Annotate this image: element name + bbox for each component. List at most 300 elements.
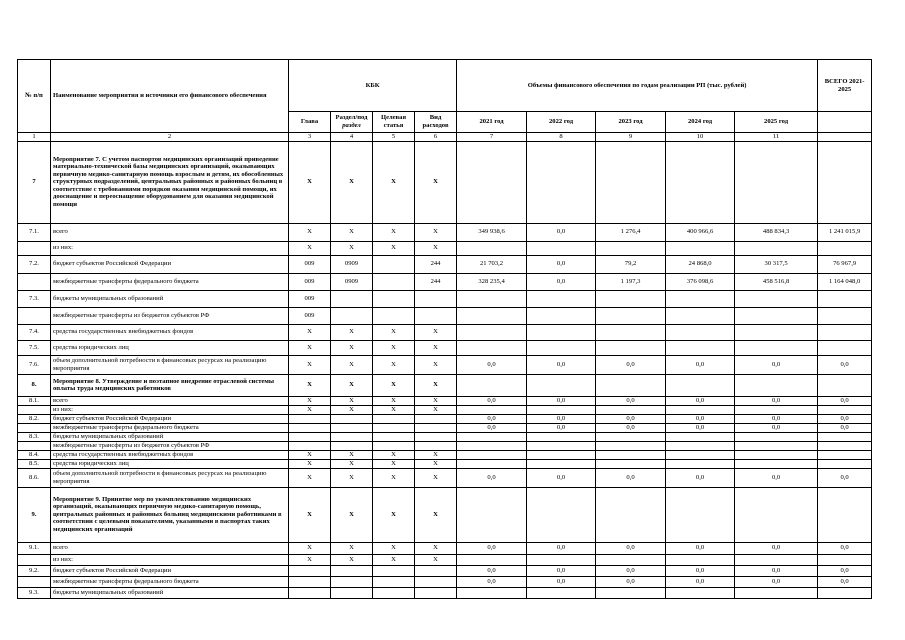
table-row xyxy=(18,450,872,459)
header-vid-a: Вид xyxy=(429,114,442,122)
table-row xyxy=(18,487,872,542)
year-value xyxy=(735,307,818,324)
year-value: 0,0 xyxy=(666,414,735,423)
year-value: 0,0 xyxy=(527,414,596,423)
total-value: 0,0 xyxy=(818,355,872,374)
kbk-vid xyxy=(415,576,457,587)
header-total: ВСЕГО 2021-2025 xyxy=(818,60,872,112)
row-number: 7.1. xyxy=(18,223,51,241)
total-value xyxy=(818,587,872,598)
kbk-glava: X xyxy=(289,324,331,340)
row-number: 9.1. xyxy=(18,542,51,554)
kbk-vid: X xyxy=(415,241,457,255)
kbk-glava xyxy=(289,576,331,587)
table-row xyxy=(18,307,872,324)
kbk-vid: X xyxy=(415,459,457,468)
table-row xyxy=(18,340,872,355)
year-value: 0,0 xyxy=(735,468,818,487)
year-value: 0,0 xyxy=(527,565,596,576)
kbk-razdel xyxy=(331,565,373,576)
year-value xyxy=(527,340,596,355)
row-name: средства юридических лиц xyxy=(51,459,289,468)
row-number: 9.3. xyxy=(18,587,51,598)
year-value xyxy=(666,141,735,223)
total-value xyxy=(818,307,872,324)
year-value: 0,0 xyxy=(735,423,818,432)
row-name: межбюджетные трансферты из бюджетов субъектов РФ xyxy=(51,307,289,324)
year-value xyxy=(527,441,596,450)
header-kbk: КБК xyxy=(289,60,457,112)
total-value: 0,0 xyxy=(818,468,872,487)
year-value xyxy=(666,554,735,565)
year-value: 400 966,6 xyxy=(666,223,735,241)
row-number xyxy=(18,576,51,587)
year-value xyxy=(735,450,818,459)
kbk-vid: X xyxy=(415,468,457,487)
kbk-glava: X xyxy=(289,374,331,396)
total-value xyxy=(818,290,872,307)
kbk-glava xyxy=(289,414,331,423)
row-number: 8.6. xyxy=(18,468,51,487)
kbk-glava: X xyxy=(289,405,331,414)
year-value: 0,0 xyxy=(666,396,735,405)
kbk-vid: X xyxy=(415,340,457,355)
year-value: 349 938,6 xyxy=(457,223,527,241)
total-value xyxy=(818,459,872,468)
kbk-razdel: X xyxy=(331,355,373,374)
row-name: межбюджетные трансферты федерального бюджета xyxy=(51,273,289,290)
kbk-razdel: X xyxy=(331,468,373,487)
year-value xyxy=(457,441,527,450)
year-value: 0,0 xyxy=(527,223,596,241)
row-number: 7.4. xyxy=(18,324,51,340)
kbk-glava: 009 xyxy=(289,255,331,273)
row-name: всего xyxy=(51,396,289,405)
year-value xyxy=(666,587,735,598)
year-value: 30 317,5 xyxy=(735,255,818,273)
kbk-glava: 009 xyxy=(289,273,331,290)
col-number: 8 xyxy=(527,133,596,142)
year-value: 328 235,4 xyxy=(457,273,527,290)
kbk-vid: X xyxy=(415,355,457,374)
total-value xyxy=(818,554,872,565)
row-number xyxy=(18,441,51,450)
row-name: объем дополнительной потребности в финансовых ресурсах на реализацию мероприятия xyxy=(51,468,289,487)
table-row xyxy=(18,542,872,554)
year-value xyxy=(596,441,666,450)
row-name: бюджеты муниципальных образований xyxy=(51,587,289,598)
year-value xyxy=(457,487,527,542)
year-value: 0,0 xyxy=(596,565,666,576)
kbk-glava: X xyxy=(289,355,331,374)
kbk-celevaya xyxy=(373,273,415,290)
kbk-celevaya: X xyxy=(373,487,415,542)
total-value xyxy=(818,405,872,414)
table-row xyxy=(18,241,872,255)
year-value xyxy=(735,587,818,598)
table-row xyxy=(18,396,872,405)
col-number: 6 xyxy=(415,133,457,142)
year-value: 0,0 xyxy=(596,576,666,587)
total-value: 0,0 xyxy=(818,414,872,423)
year-value: 0,0 xyxy=(457,396,527,405)
year-value xyxy=(457,340,527,355)
table-row xyxy=(18,468,872,487)
table-row xyxy=(18,554,872,565)
year-value: 0,0 xyxy=(666,355,735,374)
year-value: 0,0 xyxy=(527,468,596,487)
row-number xyxy=(18,307,51,324)
total-value xyxy=(818,340,872,355)
year-value xyxy=(527,587,596,598)
kbk-vid: 244 xyxy=(415,255,457,273)
header-cel-b: статья xyxy=(383,122,404,129)
year-value: 0,0 xyxy=(527,542,596,554)
year-value xyxy=(596,432,666,441)
kbk-vid: X xyxy=(415,554,457,565)
year-value: 0,0 xyxy=(527,273,596,290)
year-value xyxy=(527,324,596,340)
table-row xyxy=(18,273,872,290)
year-value xyxy=(527,241,596,255)
kbk-celevaya: X xyxy=(373,141,415,223)
header-year-2021: 2021 год xyxy=(457,112,527,133)
table-row xyxy=(18,374,872,396)
total-value: 0,0 xyxy=(818,542,872,554)
year-value: 0,0 xyxy=(596,468,666,487)
kbk-celevaya: X xyxy=(373,374,415,396)
year-value xyxy=(735,374,818,396)
year-value xyxy=(457,324,527,340)
year-value xyxy=(735,141,818,223)
year-value: 0,0 xyxy=(457,542,527,554)
total-value xyxy=(818,487,872,542)
kbk-glava: 009 xyxy=(289,290,331,307)
total-value xyxy=(818,141,872,223)
kbk-vid: X xyxy=(415,324,457,340)
col-number: 9 xyxy=(596,133,666,142)
kbk-celevaya: X xyxy=(373,450,415,459)
row-number: 8.3. xyxy=(18,432,51,441)
table-row xyxy=(18,223,872,241)
kbk-vid: X xyxy=(415,374,457,396)
year-value xyxy=(527,450,596,459)
row-name: межбюджетные трансферты федерального бюджета xyxy=(51,423,289,432)
row-name: средства государственных внебюджетных фондов xyxy=(51,450,289,459)
header-celevaya xyxy=(373,112,415,133)
row-number: 9.2. xyxy=(18,565,51,576)
year-value: 0,0 xyxy=(596,414,666,423)
kbk-celevaya xyxy=(373,565,415,576)
row-number: 7.2. xyxy=(18,255,51,273)
year-value: 0,0 xyxy=(457,355,527,374)
table-row xyxy=(18,459,872,468)
col-number: 10 xyxy=(666,133,735,142)
kbk-celevaya: X xyxy=(373,324,415,340)
year-value xyxy=(666,307,735,324)
total-value: 76 967,9 xyxy=(818,255,872,273)
total-value xyxy=(818,241,872,255)
kbk-celevaya: X xyxy=(373,542,415,554)
kbk-glava xyxy=(289,423,331,432)
row-name: Мероприятие 7. С учетом паспортов медицинских организаций приведение материально-технической базы медицинских организаций, оказывающих первичную медико-санитарную помощь взрослым и детям, их обособленных структурных подразделений, центральных районных и районных больниц в соответствие с требованиями порядков оказания медицинской помощи, их дооснащение и переоснащение оборудованием для оказания медицинской помощи xyxy=(51,141,289,223)
year-value xyxy=(666,432,735,441)
row-name: Мероприятие 8. Утверждение и поэтапное внедрение отраслевой системы оплаты труда медицинских работников xyxy=(51,374,289,396)
row-name: средства государственных внебюджетных фондов xyxy=(51,324,289,340)
kbk-glava: X xyxy=(289,450,331,459)
year-value xyxy=(735,441,818,450)
row-number: 8.2. xyxy=(18,414,51,423)
year-value xyxy=(596,324,666,340)
col-number: 2 xyxy=(51,133,289,142)
year-value xyxy=(527,554,596,565)
kbk-razdel: X xyxy=(331,340,373,355)
year-value xyxy=(457,290,527,307)
kbk-razdel: X xyxy=(331,223,373,241)
kbk-razdel: 0909 xyxy=(331,273,373,290)
kbk-razdel xyxy=(331,414,373,423)
kbk-glava xyxy=(289,432,331,441)
year-value xyxy=(735,241,818,255)
kbk-vid xyxy=(415,565,457,576)
header-total-empty xyxy=(818,112,872,133)
year-value: 0,0 xyxy=(735,355,818,374)
table-row xyxy=(18,141,872,223)
kbk-glava: X xyxy=(289,141,331,223)
row-number: 7.5. xyxy=(18,340,51,355)
kbk-vid xyxy=(415,423,457,432)
year-value xyxy=(457,374,527,396)
year-value xyxy=(666,450,735,459)
kbk-razdel xyxy=(331,576,373,587)
kbk-glava xyxy=(289,587,331,598)
year-value: 0,0 xyxy=(527,396,596,405)
header-row-1 xyxy=(18,60,872,112)
table-row xyxy=(18,405,872,414)
kbk-celevaya: X xyxy=(373,241,415,255)
year-value xyxy=(666,374,735,396)
total-value: 1 164 048,0 xyxy=(818,273,872,290)
year-value xyxy=(735,405,818,414)
total-value xyxy=(818,441,872,450)
year-value xyxy=(596,141,666,223)
kbk-vid: X xyxy=(415,405,457,414)
year-value: 0,0 xyxy=(666,423,735,432)
row-name: бюджеты муниципальных образований xyxy=(51,432,289,441)
row-name: межбюджетные трансферты из бюджетов субъектов РФ xyxy=(51,441,289,450)
kbk-glava: X xyxy=(289,241,331,255)
total-value: 0,0 xyxy=(818,396,872,405)
year-value xyxy=(596,450,666,459)
year-value xyxy=(527,487,596,542)
row-number xyxy=(18,273,51,290)
table-row xyxy=(18,432,872,441)
row-name: всего xyxy=(51,542,289,554)
kbk-razdel xyxy=(331,423,373,432)
table-row xyxy=(18,565,872,576)
year-value xyxy=(457,241,527,255)
year-value xyxy=(666,459,735,468)
year-value xyxy=(457,405,527,414)
kbk-celevaya xyxy=(373,255,415,273)
kbk-vid: X xyxy=(415,141,457,223)
kbk-vid xyxy=(415,441,457,450)
header-volumes: Объемы финансового обеспечения по годам реализации РП (тыс. рублей) xyxy=(457,60,818,112)
year-value xyxy=(527,141,596,223)
year-value: 0,0 xyxy=(527,355,596,374)
year-value: 0,0 xyxy=(596,355,666,374)
kbk-celevaya xyxy=(373,441,415,450)
year-value xyxy=(457,141,527,223)
row-name: бюджеты муниципальных образований xyxy=(51,290,289,307)
total-value xyxy=(818,432,872,441)
year-value: 0,0 xyxy=(596,423,666,432)
year-value xyxy=(457,432,527,441)
row-number: 8.1. xyxy=(18,396,51,405)
col-number: 5 xyxy=(373,133,415,142)
kbk-razdel xyxy=(331,441,373,450)
header-cel-a: Целевая xyxy=(380,114,407,122)
kbk-vid: X xyxy=(415,487,457,542)
kbk-vid: X xyxy=(415,223,457,241)
year-value xyxy=(735,432,818,441)
row-name: межбюджетные трансферты федерального бюджета xyxy=(51,576,289,587)
header-year-2023: 2023 год xyxy=(596,112,666,133)
col-number: 11 xyxy=(735,133,818,142)
year-value xyxy=(596,307,666,324)
kbk-razdel xyxy=(331,307,373,324)
kbk-razdel: X xyxy=(331,324,373,340)
year-value xyxy=(527,459,596,468)
total-value: 1 241 015,9 xyxy=(818,223,872,241)
kbk-vid: X xyxy=(415,542,457,554)
total-value: 0,0 xyxy=(818,423,872,432)
kbk-celevaya xyxy=(373,414,415,423)
year-value: 0,0 xyxy=(457,576,527,587)
kbk-glava: X xyxy=(289,487,331,542)
header-year-2025: 2025 год xyxy=(735,112,818,133)
kbk-razdel: X xyxy=(331,241,373,255)
table-row xyxy=(18,355,872,374)
table-row xyxy=(18,290,872,307)
kbk-celevaya xyxy=(373,576,415,587)
year-value xyxy=(457,307,527,324)
year-value xyxy=(666,241,735,255)
kbk-razdel xyxy=(331,587,373,598)
kbk-razdel: X xyxy=(331,396,373,405)
kbk-celevaya xyxy=(373,423,415,432)
year-value: 24 868,0 xyxy=(666,255,735,273)
header-razdel-b: раздел xyxy=(342,122,361,129)
row-name: из них: xyxy=(51,241,289,255)
kbk-razdel: X xyxy=(331,374,373,396)
year-value: 0,0 xyxy=(457,414,527,423)
row-name: бюджет субъектов Российской Федерации xyxy=(51,565,289,576)
column-numbers-row xyxy=(18,133,872,142)
financing-table xyxy=(17,59,872,599)
year-value xyxy=(735,554,818,565)
year-value: 0,0 xyxy=(527,255,596,273)
table-row xyxy=(18,255,872,273)
kbk-razdel: X xyxy=(331,405,373,414)
year-value: 0,0 xyxy=(666,565,735,576)
table-row xyxy=(18,423,872,432)
header-year-2022: 2022 год xyxy=(527,112,596,133)
table-body xyxy=(18,60,872,599)
year-value xyxy=(457,587,527,598)
row-name: из них: xyxy=(51,554,289,565)
year-value: 0,0 xyxy=(666,576,735,587)
col-number-empty xyxy=(818,133,872,142)
kbk-vid: X xyxy=(415,450,457,459)
year-value: 0,0 xyxy=(735,396,818,405)
row-number: 7.6. xyxy=(18,355,51,374)
year-value: 0,0 xyxy=(666,468,735,487)
year-value xyxy=(527,432,596,441)
header-name: Наименование мероприятия и источники его финансового обеспечения xyxy=(51,60,289,133)
col-number: 1 xyxy=(18,133,51,142)
kbk-razdel: X xyxy=(331,141,373,223)
header-razdel-a: Раздел/под xyxy=(335,114,368,122)
row-name: объем дополнительной потребности в финансовых ресурсах на реализацию мероприятия xyxy=(51,355,289,374)
year-value: 458 516,8 xyxy=(735,273,818,290)
row-name: средства юридических лиц xyxy=(51,340,289,355)
year-value xyxy=(527,290,596,307)
kbk-vid: 244 xyxy=(415,273,457,290)
year-value: 0,0 xyxy=(527,423,596,432)
kbk-glava: X xyxy=(289,542,331,554)
total-value: 0,0 xyxy=(818,576,872,587)
col-number: 7 xyxy=(457,133,527,142)
year-value xyxy=(666,487,735,542)
year-value xyxy=(527,374,596,396)
year-value: 21 703,2 xyxy=(457,255,527,273)
kbk-vid xyxy=(415,587,457,598)
row-name: Мероприятие 9. Принятие мер по укомплектованию медицинских организаций, оказывающих первичную медико-санитарную помощь, центральных районных и районных больниц медицинскими работниками в соответствии с целевыми показателями, указанными в паспортах таких медицинских организаций xyxy=(51,487,289,542)
year-value: 0,0 xyxy=(735,542,818,554)
kbk-celevaya xyxy=(373,587,415,598)
year-value: 0,0 xyxy=(596,542,666,554)
year-value xyxy=(666,340,735,355)
total-value xyxy=(818,450,872,459)
row-number xyxy=(18,423,51,432)
year-value xyxy=(596,487,666,542)
kbk-glava xyxy=(289,565,331,576)
row-number: 8.5. xyxy=(18,459,51,468)
year-value xyxy=(666,290,735,307)
kbk-vid: X xyxy=(415,396,457,405)
kbk-celevaya xyxy=(373,432,415,441)
row-number: 9. xyxy=(18,487,51,542)
year-value: 1 276,4 xyxy=(596,223,666,241)
kbk-glava: X xyxy=(289,468,331,487)
year-value xyxy=(527,307,596,324)
row-number: 7.3. xyxy=(18,290,51,307)
year-value xyxy=(596,290,666,307)
kbk-glava: X xyxy=(289,459,331,468)
year-value xyxy=(596,587,666,598)
kbk-celevaya: X xyxy=(373,223,415,241)
kbk-razdel: X xyxy=(331,554,373,565)
kbk-vid xyxy=(415,290,457,307)
row-number: 8. xyxy=(18,374,51,396)
header-year-2024: 2024 год xyxy=(666,112,735,133)
year-value: 1 197,3 xyxy=(596,273,666,290)
year-value: 488 834,3 xyxy=(735,223,818,241)
year-value xyxy=(735,324,818,340)
year-value: 0,0 xyxy=(527,576,596,587)
total-value xyxy=(818,374,872,396)
